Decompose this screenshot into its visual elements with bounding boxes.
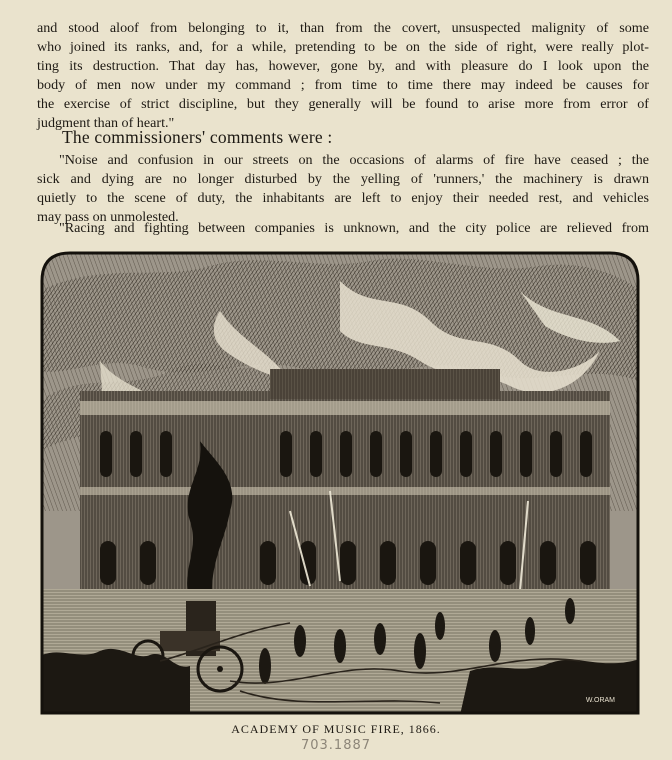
section-heading: The commissioners' comments were : [62,127,333,147]
text-line: judgment than of heart." [37,115,175,131]
text-line: quietly to the scene of duty, the inhabitants are left to enjoy their needed rest, and vehicles [37,190,649,206]
pencil-shelfmark: 703.1887 [300,738,372,753]
text-line: sick and dying are no longer disturbed by the yelling of 'runners,' the machinery is drawn [37,171,649,187]
text-line: and stood aloof from belonging to it, than from the covert, unsuspected malignity of some [37,20,649,36]
text-line: "Noise and confusion in our streets on the occasions of alarms of fire have ceased ; the [59,152,649,168]
illustration-caption: ACADEMY OF MUSIC FIRE, 1866. [231,722,441,736]
engraving-scene [40,251,640,715]
text-line: body of men now under my command ; from time to time there may indeed be causes for [37,77,649,93]
text-line: ting its destruction. That day has, however, gone by, and with pleasure do I look upon the [37,58,649,74]
engraving-academy-of-music-fire [40,251,640,715]
text-line: who joined its ranks, and, for a while, pretending to be on the side of right, were really plot- [37,39,649,55]
text-line: may pass on unmolested. [37,209,179,225]
text-line: the exercise of strict discipline, but they generally will be found to arise more from error of [37,96,649,112]
engraver-signature: W.ORAM [585,697,615,704]
paragraph-racing-quote [37,219,649,238]
paragraph-commissioners-quote [37,151,649,227]
text-line: "Racing and fighting between companies is unknown, and the city police are relieved from [59,220,649,236]
paragraph-chief-engineer-quote [37,19,649,133]
